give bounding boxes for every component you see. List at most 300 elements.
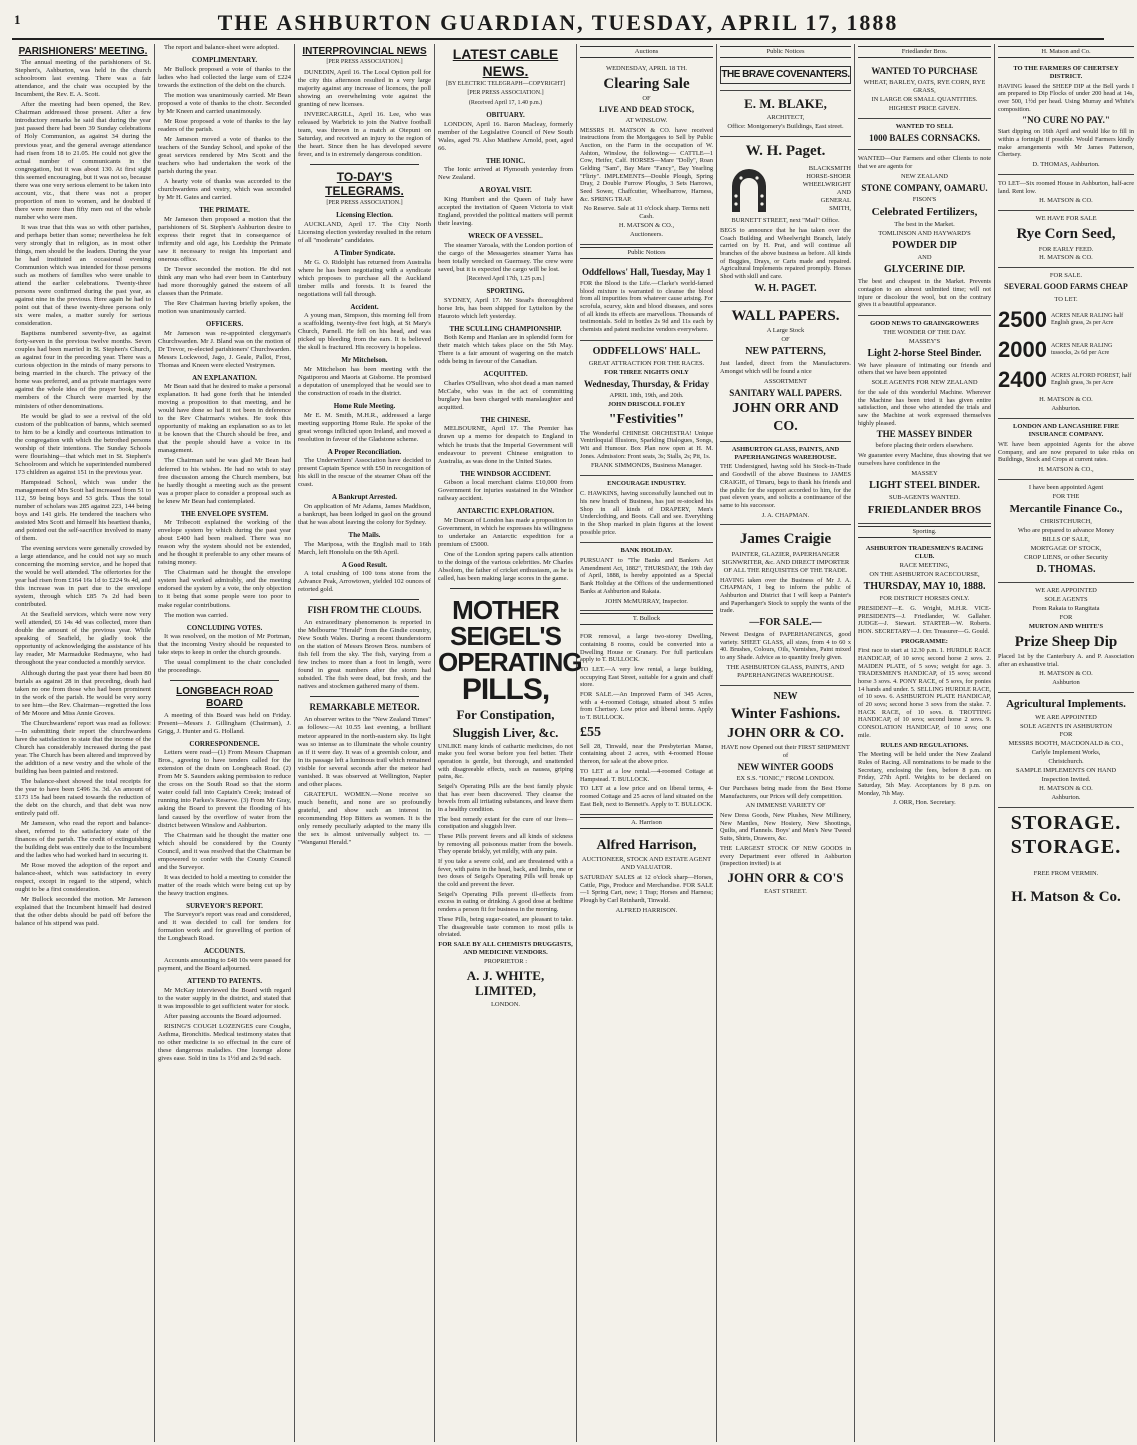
ad-text: H. MATSON & CO. xyxy=(1039,396,1093,404)
ad-text: The best and cheapest in the Market. Prevents contagion to an almost unlimited time; will not injure or discolour the wool, but on the contrary gives it a beautiful appearance. xyxy=(858,278,991,309)
paragraph: Accounts amounting to £48 10s were passed for payment, and the Board adjourned. xyxy=(158,957,291,973)
paragraph: Mr E. M. Smith, M.H.R., addressed a large meeting supporting Home Rule. He spoke of the great wrongs inflicted upon Ireland, and moved a resolution in favour of the Gladstone scheme. xyxy=(298,411,431,443)
ad-title: ASHBURTON GLASS, PAINTS, AND PAPERHANGINGS WAREHOUSE. xyxy=(731,445,840,461)
paragraph: Mr Jameson was re-appointed clergyman's Churchwarden. Mr J. Bland was on the motion of Dr Trevor, re-elected parishioners' Churchwarden. Messrs Lockwood, Jago, J. Geale, Pallot, Frost, Thomas and Kneen were elected Vestrymen. xyxy=(158,329,291,369)
ad-text: From Rakaia to Rangitata xyxy=(1032,604,1100,612)
subheading: THE IONIC. xyxy=(485,156,526,165)
advertisement-wanted-purchase xyxy=(858,61,991,119)
divider xyxy=(310,164,419,165)
trade: HORSE-SHOER xyxy=(806,173,851,181)
subheading: OBITUARY. xyxy=(486,111,525,120)
ad-title: OPERATING xyxy=(438,647,582,677)
ad-title: LONDON AND LANCASHIRE FIRE INSURANCE COMPANY. xyxy=(1013,423,1119,439)
trade: SMITH, xyxy=(829,204,851,212)
ad-text: Christchurch. xyxy=(1048,758,1084,766)
advertisement-cornsacks xyxy=(858,119,991,151)
ad-title: SEVERAL GOOD FARMS CHEAP xyxy=(1004,282,1128,292)
ad-sign: W. H. PAGET. xyxy=(754,282,817,294)
ad-text: THE Undersigned, having sold his Stock-in-Trade and Goodwill of the above Business to JAMES CRAIGIE, of Timaru, begs to thank his friends and the public for the support accorded to him, for the past eleven years, and solicits a continuance of the same to his successor. xyxy=(720,463,851,509)
ad-text: WANTED—Our Farmers and other Clients to note that we are agents for xyxy=(858,155,991,171)
paragraph: GRATEFUL WOMEN.—None receive so much benefit, and none are so profoundly grateful, and show such an interest in recommending Hop Bitters as women. It is the only remedy peculiarly adapted to the many ills the sex is almost universally subject to. — "Wanganui Herald." xyxy=(298,790,431,846)
ad-text: HAVE now Opened out their FIRST SHIPMENT of xyxy=(721,744,850,760)
ad-subtitle: NEW WINTER GOODS xyxy=(737,761,834,772)
section-header: A. Harrison xyxy=(580,817,713,829)
ad-sign: D. THOMAS. xyxy=(1036,563,1096,575)
paragraph: Mr Jameson then proposed a motion that the parishioners of St. Stephen's Ashburton desire to express their regret that in consequence of infirmity and old age, his Lordship the Primate saw it necessary to resign his important and onerous office. xyxy=(158,215,291,263)
ad-title: E. M. BLAKE, xyxy=(744,96,827,112)
paragraph: Mr Jameson moved a vote of thanks to the teachers of the Sunday School, and spoke of the great services rendered by Mrs Scott and the teachers who had undertaken the work of the parish during the year. xyxy=(158,135,291,175)
ad-title: Celebrated Fertilizers, xyxy=(871,205,978,218)
ad-title: Mercantile Finance Co., xyxy=(1009,502,1123,515)
ad-text: HIGHEST PRICE GIVEN. xyxy=(888,104,961,112)
paragraph: The Rev Chairman having briefly spoken, the motion was unanimously carried. xyxy=(158,299,291,315)
ad-title: TO THE FARMERS OF CHERTSEY DISTRICT. xyxy=(1013,64,1119,80)
section-header: Public Notices xyxy=(580,247,713,259)
subheading: SPORTING. xyxy=(486,286,525,295)
paragraph: A total crushing of 100 tons stone from the Advance Peak, Arrowtown, yielded 102 ounces of retorted gold. xyxy=(298,570,431,594)
ad-text: C. HAWKINS, having successfully launched out in his new branch of Business, has just re-stocked his Shop in all kinds of DRAPERY, Men's Underclothing, and Boots. Call and see. Everything in the Shop marked in plain figures at the lowest possible price. xyxy=(580,490,713,536)
ad-text: RULES AND REGULATIONS. xyxy=(880,741,969,749)
ad-text: TOMLINSON AND HAYWARD'S xyxy=(878,229,971,237)
paragraph: Hampstead School, which was under the management of Mrs Scott had increased from 51 to 112, 59 being boys and 53 girls. Thus the total number of scholars was 285 against 223, 144 being boys and 141 girls. He tendered the teachers who assisted Mrs Scott and himself his heartiest thanks, and pointed out the self-sacrifice involved to many of them. xyxy=(15,478,151,542)
ad-text: OF xyxy=(642,95,651,103)
ad-text: MASSEY'S xyxy=(908,337,941,345)
land-desc: ACRES ALFORD FOREST, half English grass, 3s per Acre xyxy=(1050,372,1132,387)
ad-subtitle: LIVE AND DEAD STOCK, xyxy=(599,105,694,115)
paragraph: A hearty vote of thanks was accorded to the churchwardens and vestry, which was seconded by Mr H. Gates and carried. xyxy=(158,177,291,202)
ad-text: A Large Stock xyxy=(766,327,805,335)
ad-row xyxy=(720,162,851,216)
ad-text: TO LET. xyxy=(1054,296,1078,304)
ad-text: ASSORTMENT xyxy=(764,377,807,385)
column-1 xyxy=(12,44,155,1442)
paragraph: Mr Mitchelson has been meeting with the Ngatiporou and Maoris at Gisborne. He promised a deputation of unemployed that he would see to the construction of roads in the district. xyxy=(298,365,431,398)
paragraph: Mr Bean said that he desired to make a personal explanation. It had gone forth that he intended moving a proposition to that meeting, and he would have done so had it not been in deference to the Rev Chairman's wishes. He took this opportunity of making an explanation so as to let it be known that the Church should be free, and that the people should have a voice in its management. xyxy=(158,383,291,455)
received-time: (Received April 17, 1.40 p.m.) xyxy=(468,99,543,106)
subheading: ACCOUNTS. xyxy=(203,947,246,956)
ad-text: EAST STREET. xyxy=(764,887,807,895)
subheading: ACQUITTED. xyxy=(483,370,528,379)
ad-text: H. MATSON & CO., xyxy=(1038,466,1094,474)
advertisement-blake xyxy=(720,91,851,137)
ad-title: POWDER DIP xyxy=(892,239,957,251)
paragraph: MELBOURNE, April 17. The Premier has drawn up a memo for despatch to England in which he trusts that the Imperial Government will endeavour to prevent Chinese emigration to Australia, as was done in the United States. xyxy=(438,425,573,465)
ad-text: BEGS to announce that he has taken over the Coach Building and Wheelwright Branch, lately carried on by H. Prat, and will continue all branches of the above business as before. All kinds of Buggies, Drays, or Carts made and repaired. Agricultural Implements repaired promptly. Horses Shod with skill and care. xyxy=(720,227,851,281)
ad-title: Winter Fashions. xyxy=(730,705,841,722)
ad-text: MURTON AND WHITE'S xyxy=(1028,622,1104,630)
advertisement-rye-corn xyxy=(998,211,1134,268)
ad-text: SATURDAY SALES at 12 o'clock sharp—Horses, Cattle, Pigs, Produce and Merchandise. FOR SALE—1 Spring Cart, new; 1 Trap; Horses and Harness; Plough by Carl Reinhardt, Tinwald. xyxy=(580,874,713,905)
ad-text: ON THE ASHBURTON RACECOURSE, xyxy=(869,570,980,578)
ad-text: RACE MEETING, xyxy=(899,561,950,569)
advertisement-mercantile xyxy=(998,480,1134,583)
divider xyxy=(310,696,419,697)
acreage: 2000 xyxy=(998,336,1047,362)
subheading: Licensing Election. xyxy=(336,211,393,220)
ad-text: FOR SALE. xyxy=(1049,272,1083,280)
subheading: THE SCULLING CHAMPIONSHIP. xyxy=(449,324,562,333)
masthead xyxy=(12,10,1104,40)
ad-text: PRESIDENT—E. G. Wright, M.H.R. VICE-PRESIDENTS—J. Friedlander, W. Gallaher. JUDGE—J. Stewart. STARTER—W. Roberts. HON. SECRETARY—J. Orr. Treasurer—G. Gould. xyxy=(858,604,991,635)
advertisement-winter-fashions xyxy=(720,686,851,901)
subheading: COMPLIMENTARY. xyxy=(191,56,258,65)
subheading: Accident. xyxy=(350,302,379,311)
ad-text: Seigel's Operating Pills prevent ill-effects from excess in eating or drinking. A good dose at bedtime renders a person fit for business in the morning. xyxy=(438,890,573,914)
ad-text: APRIL 18th, 19th, and 20th. xyxy=(609,391,684,399)
section-header: H. Matson and Co. xyxy=(998,46,1134,58)
ad-text: Ashburton xyxy=(1052,679,1080,687)
ad-text: D. THOMAS, Ashburton. xyxy=(1032,161,1100,169)
paragraph: It was resolved, on the motion of Mr Portman, that the incoming Vestry should be requested to take steps to keep in order the church grounds. xyxy=(158,633,291,657)
acreage: 2500 xyxy=(998,306,1047,332)
ad-text: Sell 28, Tinwald, near the Presbyterian Manse, containing about 2 acres, with 4-roomed House thereon, for sale at the above price. xyxy=(580,742,713,766)
paragraph: The Ionic arrived at Plymouth yesterday from New Zealand. xyxy=(438,166,573,182)
ad-text: Placed 1st by the Canterbury A. and P. Association after an exhaustive trial. xyxy=(998,653,1134,668)
ad-text: FOR xyxy=(1059,613,1073,621)
paragraph: RISING'S COUGH LOZENGES cure Coughs, Asthma, Bronchitis. Medical testimony states that no other medicine is so effectual in the cure of these dangerous maladies. One lozenge alone gives ease. Sold in tins 1s 1½d and 2s 9d each. xyxy=(158,1022,291,1062)
advertisement-house-to-let xyxy=(998,175,1134,211)
ad-text: MESSRS BOOTH, MACDONALD & CO., xyxy=(1008,740,1124,748)
article-title: LATEST CABLE NEWS. xyxy=(452,46,559,80)
ad-text: PAINTER, GLAZIER, PAPERHANGER SIGNWRITER, &c. AND DIRECT IMPORTER OF ALL THE REQUISITES OF THE TRADE. xyxy=(721,550,850,574)
ad-text: BILLS OF SALE, xyxy=(1042,536,1090,544)
paragraph: The report and balance-sheet were adopted. xyxy=(164,44,279,51)
trade-list xyxy=(803,165,851,213)
ad-text: MORTGAGE OF STOCK, xyxy=(1030,545,1102,553)
article-title: INTERPROVINCIAL NEWS xyxy=(302,46,427,57)
trade: WHEELWRIGHT xyxy=(802,181,851,189)
ad-text: SOLE AGENTS FOR NEW ZEALAND xyxy=(871,379,978,387)
ad-text: H. MATSON & CO. xyxy=(1039,784,1093,792)
ad-text: Our Purchases being made from the Best Home Manufacturers, our Prices will defy competition. xyxy=(720,784,851,800)
ad-title: Alfred Harrison, xyxy=(596,838,697,854)
ad-title: Rye Corn Seed, xyxy=(1016,226,1116,243)
paragraph: One of the London spring papers calls attention to the doings of the various celebrities. Mr Charles Absolom, the father of cricket enthusiasm, as he is called, has been making large scores in the game. xyxy=(438,550,573,582)
columns xyxy=(12,44,1134,1442)
paragraph: The Mariposa, with the English mail to 16th March, left Honolulu on the 9th April. xyxy=(298,540,431,556)
paragraph: The motion was unanimously carried. Mr Bean proposed a vote of thanks to the choir. Seconded by Mr Kneen and carried unanimously. xyxy=(158,91,291,115)
advertisement-hawkins xyxy=(580,476,713,543)
subheading: AN EXPLANATION. xyxy=(192,373,257,382)
paragraph: Baptisms numbered seventy-five, as against forty-seven in the previous twelve months. Seven couples had been married in St. Stephen's Church, as against four in the preceding year. There was a curious objection in the minds of many persons to being married in the church. The privacy of the home was preferred, and as private marriages were against the whole idea of the prayer book, many members of the Church were married by the ministers of other denominations. xyxy=(15,330,151,410)
ad-text: Auctioneers. xyxy=(629,231,664,239)
paragraph: An observer writes to the "New Zealand Times" as follows:—At 10.55 last evening, a brilliant meteor appeared in the north-eastern sky. Its light was so intense as to illuminate the whole country as if it were day. It was of a greenish colour, and in its passage left a luminous trail which remained visible for several seconds after the meteor had vanished. It was observed at Wellington, Napier and other places. xyxy=(298,716,431,788)
horseshoe-icon xyxy=(720,162,778,216)
subheading: SURVEYOR'S REPORT. xyxy=(186,901,263,910)
programme-list: First race to start at 12.30 p.m. 1. HURDLE RACE HANDICAP, of 10 sovs; second horse 2 sovs. 2. MAIDEN PLATE, of 5 sovs; weight for age. 3. TRADESMEN'S HANDICAP, of 15 sovs; second horse 3 sovs. 4. PONY RACE, of 5 sovs, for ponies 14 hands and under. 5. SELLING HURDLE RACE, of 10 sovs. 6. ASHBURTON PLATE HANDICAP, of 20 sovs; second horse 3 sovs from the stake. 7. HACK RACE, of 10 sovs. 8. TROTTING HANDICAP, of 10 sovs; second horse 2 sovs. 9. CONSOLATION HANDICAP, of 10 sovs; one mile. xyxy=(858,647,991,739)
ad-title: Light 2-horse Steel Binder. xyxy=(867,347,982,359)
ad-title: ASHBURTON TRADESMEN'S RACING CLUB. xyxy=(865,545,984,560)
ad-text: SOLE AGENTS xyxy=(1044,596,1088,604)
ad-text: AUCTIONEER, STOCK AND ESTATE AGENT AND VALUATOR. xyxy=(581,856,712,872)
ad-title: MOTHER xyxy=(452,595,559,625)
advertisement-harrison xyxy=(580,832,713,920)
subheading: CORRESPONDENCE. xyxy=(189,739,260,748)
ad-text: FISON'S xyxy=(912,195,937,203)
ad-text: Just landed, direct from the Manufacturers. Amongst which will be found a nice xyxy=(720,360,851,375)
ad-subtitle: —FOR SALE.— xyxy=(749,616,822,628)
trade: GENERAL xyxy=(820,197,851,205)
advertisement-chapman xyxy=(720,442,851,526)
ad-text: The Meeting will be held under the New Zealand Rules of Racing. All nominations to be made to the Secretary, enclosing the fees, before 8 p.m. on Friday, 27th April. Weights to be declared on Saturday, 5th May. Acceptances by 8 p.m. on Monday, 7th May. xyxy=(858,751,991,797)
ad-text: SOLE AGENTS IN ASHBURTON xyxy=(1019,722,1113,730)
divider xyxy=(170,680,279,681)
paragraph: LONDON, April 16. Baron Macleay, formerly member of the Legislative Council of New South Wales, aged 79. Also Matthew Arnold, poet, aged 66. xyxy=(438,120,573,152)
ad-text: FOR EARLY FEED. xyxy=(1038,245,1094,253)
ad-text: If you take a severe cold, and are threatened with a fever, with pains in the head, back, and limbs, one or two doses of Seigel's Operating Pills will break up the cold and prevent the fever. xyxy=(438,858,573,889)
advertisement-blood-mixture xyxy=(580,262,713,341)
ad-text: ALFRED HARRISON. xyxy=(615,906,678,914)
advertisement-prize-sheep-dip xyxy=(998,583,1134,693)
advertisement-covenanters xyxy=(720,61,851,91)
ad-title: W. H. Paget. xyxy=(745,142,826,159)
ad-text: H. MATSON & CO. xyxy=(1039,197,1093,205)
ad-text: These Pills, being sugar-coated, are pleasant to take. The disagreeable taste common to most pills is obviated. xyxy=(438,915,573,939)
paragraph: Mr Rose moved the adoption of the report and balance-sheet, which was satisfactory in every respect, except in regard to the stipend, which ought to be a first consideration. xyxy=(15,862,151,894)
land-listing xyxy=(998,307,1134,334)
ad-subtitle: LIGHT STEEL BINDER. xyxy=(869,479,980,491)
ad-title: James Craigie xyxy=(739,531,832,548)
ad-text: We have pleasure of intimating our friends and others that we have been appointed xyxy=(858,361,991,377)
ad-text: The best in the Market. xyxy=(894,221,955,229)
ad-title: THE BRAVE COVENANTERS. xyxy=(720,66,851,84)
acreage: 2400 xyxy=(998,366,1047,392)
divider xyxy=(310,599,419,600)
advertisement-wall-papers xyxy=(720,302,851,442)
subheading: THE CHINESE. xyxy=(480,415,531,424)
advertisement-sheep-dip xyxy=(998,61,1134,175)
paragraph: The Churchwardens' report was read as follows:—In submitting their report the churchwardens have the satisfaction to state that the income of the Church has considerably increased during the past year. The Church has been altered and improved by the addition of a new vestry and the whole of the building has been painted and restored. xyxy=(15,719,151,775)
ad-text: J. ORR, Hon. Secretary. xyxy=(893,799,956,807)
paragraph: The balance-sheet showed the total receipts for the year to have been £496 3s. 3d. An amount of £173 15s had been raised towards the reduction of the debt on the church, and that debt was now entirely paid off. xyxy=(15,777,151,818)
paragraph: The steamer Yaroala, with the London portion of the cargo of the Messageries steamer Yarra has been totally wrecked on Guernsey. The crew were saved, but it is expected the cargo will be lost. xyxy=(438,241,573,273)
advertisement-seigels-pills xyxy=(438,594,582,1014)
paragraph: AUCKLAND, April 17. The City North Licensing election yesterday resulted in the return of all "moderate" candidates. xyxy=(298,220,431,244)
paragraph: The Chairman said he thought the matter one which should be considered by the County Council, and it was resolved that the Chairman be empowered to confer with the County Council and the Surveyor. xyxy=(158,831,291,871)
paragraph: Mr Duncan of London has made a proposition to Government, in which he expresses his willingness to undertake an Antarctic expedition for a premium of £5000. xyxy=(438,516,573,548)
advertisement-bank-holiday xyxy=(580,543,713,611)
column-5 xyxy=(577,44,717,1442)
advertisement-storage xyxy=(998,808,1134,912)
article-title: REMARKABLE METEOR. xyxy=(309,702,420,713)
paragraph: King Humbert and the Queen of Italy have accepted the invitation of Queen Victoria to visit England, provided the political matters will permit their leaving. xyxy=(438,195,573,227)
ad-subtitle: For Constipation, xyxy=(456,707,555,722)
ad-text: OF xyxy=(781,336,790,344)
ad-firm: H. MATSON & CO., xyxy=(618,222,675,230)
paragraph: Charles O'Sullivan, who shot dead a man named McCabe, who was in the act of committing burglary has been charged with manslaughter and acquitted. xyxy=(438,379,573,411)
land-desc: ACRES NEAR RALING tussocks, 2s 6d per Acre xyxy=(1050,342,1113,357)
ad-price: £55 xyxy=(580,724,601,740)
ad-text: THE WONDER OF THE DAY. xyxy=(883,328,966,336)
section-header: Friedlander Bros. xyxy=(858,46,991,58)
ad-title: GOOD NEWS TO GRAINGROWERS xyxy=(870,319,979,327)
ad-text: Inspection Invited. xyxy=(1041,776,1091,784)
ad-subtitle: SANITARY WALL PAPERS. xyxy=(729,387,842,398)
press-credit: [PER PRESS ASSOCIATION.] xyxy=(467,90,544,97)
ad-text: FRANK SIMMONDS, Business Manager. xyxy=(590,462,703,470)
ad-text: H. MATSON & CO. xyxy=(1039,254,1093,262)
column-2 xyxy=(155,44,295,1442)
ad-text: J. A. CHAPMAN. xyxy=(761,511,810,519)
ad-text: The best remedy extant for the cure of our lives—constipation and sluggish liver. xyxy=(438,815,573,831)
ad-text: These Pills prevent fevers and all kinds of sickness by removing all poisonous matter from the bowels. They operate briskly, yet mildly, with any pain. xyxy=(438,833,573,856)
ad-text: Ashburton. xyxy=(1051,405,1081,413)
ad-text: HAVING taken over the Business of Mr J. A. CHAPMAN, I beg to inform the public of Ashburton and District that I will keep a Painter's and Paperhanger's Stock to supply the wants of the trade. xyxy=(720,576,851,615)
ad-title: ODDFELLOWS' HALL. xyxy=(592,345,701,357)
ad-text: WE have been appointed Agents for the above Company, and are now prepared to take risks on Buildings, Stock and Crops at current rates. xyxy=(998,441,1134,464)
ad-firm: JOHN ORR & CO'S xyxy=(727,869,844,885)
ad-text: EX S.S. "IONIC," FROM LONDON. xyxy=(736,774,835,782)
ad-text: Newest Designs of PAPERHANGINGS, good variety. SHEET GLASS, all sizes, from 4 to 60 x 40. Brushes, Colours, Oils, Varnishes, Paint mixed to any Shade. Advice as to quantity freely given. xyxy=(720,631,851,662)
ad-text: GREAT ATTRACTION FOR THE RACES. xyxy=(588,359,705,367)
ad-text: CHRISTCHURCH, xyxy=(1040,518,1092,526)
paragraph: After the meeting had been opened, the Rev. Chairman addressed those present. After a few introductory remarks he said that during the year just passed there had been 39 Sunday celebrations of Holy Communion, as against 34 during the previous year, and the general average attendance had risen from 18 to 21.05. He could not give the actual number of communicants in the congregation, but it was about 130. At first sight this seemed encouraging, but it was not so, because there was one very serious element to be taken into account, viz., that there was not a proper proportion of men to women, and he doubted if there were more than fifty men out of the whole number who were men. xyxy=(15,101,151,221)
ad-text: New Dress Goods, New Plushes, New Millinery, New Mantles, New Hosiery, New Shootings, Quilts, and Flannels. Boys' and Men's New Tweed Suits, Shirts, Drawers, &c. xyxy=(720,812,851,843)
paragraph: The annual meeting of the parishioners of St. Stephen's, Ashburton, was held in the church schoolroom last evening. There was a fair attendance, and the chair was occupied by the Incumbent, the Rev. E. A. Scott. xyxy=(15,59,151,99)
ad-text: SUB-AGENTS WANTED. xyxy=(888,493,961,501)
ad-text: Seigel's Operating Pills are the best family physic that has ever been discovered. They cleanse the bowels from all irritating substances, and leave them in a healthy condition. xyxy=(438,783,573,814)
ad-text: TO LET—Six roomed House in Ashburton, half-acre land. Rent low. xyxy=(998,180,1134,195)
advertisement-craigie xyxy=(720,525,851,685)
ad-title: PILLS, xyxy=(461,673,550,706)
ad-subtitle: 1000 BALES CORNSACKS. xyxy=(869,132,980,143)
ad-text: WE ARE APPOINTED xyxy=(1035,713,1097,721)
ad-text: AND xyxy=(917,254,932,262)
article-title: FISH FROM THE CLOUDS. xyxy=(307,605,422,616)
ad-title: GLYCERINE DIP. xyxy=(884,263,965,275)
ad-text: THE LARGEST STOCK OF NEW GOODS in every Department ever offered in Ashburton (inspection invited) is at xyxy=(720,844,851,868)
ad-text: FOR the Blood is the Life.—Clarke's world-famed blood mixture is warranted to cleanse the blood from all impurities from whatever cause arising. For scrofula, scurvy, skin and blood diseases, and sores of all kinds its effects are marvellous. Thousands of testimonials. Sold in bottles 2s 9d and 11s each by chemists and patent medicine vendors everywhere. xyxy=(580,280,713,334)
ad-title: STORAGE. STORAGE. xyxy=(1010,811,1122,859)
advertisement-implements xyxy=(998,693,1134,808)
ad-text: MASSEY xyxy=(911,469,938,477)
ad-text: Start dipping on 16th April and would like to fill in within a fortnight if possible. Would Farmers kindly make arrangements with Mr James Patterson, Chertsey. xyxy=(998,128,1134,159)
ad-text: FOR SALE BY ALL CHEMISTS DRUGGISTS, AND MEDICINE VENDORS. xyxy=(438,940,573,956)
subheading: ANTARCTIC EXPLORATION. xyxy=(457,507,554,516)
ad-title: ENCOURAGE INDUSTRY. xyxy=(607,480,686,488)
ad-text: AN IMMENSE VARIETY OF xyxy=(745,802,826,810)
ad-text: before placing their orders elsewhere. xyxy=(875,442,974,450)
paragraph: An extraordinary phenomenon is reported in the Melbourne "Herald" from the Gindie country, New South Wales. During a recent thunderstorm on the station of Messrs Brown Bros. numbers of fish fell from the sky. The fish, varying from a few inches to more than a foot in length, were found in great numbers after the storm had subsided. The fish were dead, but fresh, and the natives and stockmen gathered many of them. xyxy=(298,619,431,691)
advertisement-fertilizers xyxy=(858,150,991,315)
paragraph: Mr McKay interviewed the Board with regard to the water supply in the district, and stated that it was impossible to get sufficient water for stock. xyxy=(158,986,291,1010)
article-title: TO-DAY'S TELEGRAMS. xyxy=(325,169,404,199)
ad-title: BANK HOLIDAY. xyxy=(620,547,673,555)
ad-text: WEDNESDAY, APRIL 18 TH. xyxy=(605,64,688,72)
ad-text: PURSUANT to "The Banks and Bankers Act Amendment Act, 1882", THURSDAY, the 19th day of April, 1888, is hereby appointed as a Special Bank Holiday at the Offices of the undermentioned Banks at Ashburton and Rakaia. xyxy=(580,557,713,595)
ad-text: FOR SALE.—An Improved Farm of 345 Acres, with a 4-roomed Cottage, situated about 5 miles from Chertsey. Low price and liberal terms. Apply to T. BULLOCK. xyxy=(580,691,713,722)
ad-text: FOR DISTRICT HORSES ONLY. xyxy=(879,594,970,602)
ad-text: H. MATSON & CO. xyxy=(1039,670,1093,678)
subheading: A Timber Syndicate. xyxy=(333,249,396,258)
ad-text: FOR removal, a large two-storey Dwelling, containing 8 rooms, could be converted into a Dwelling House or Granary. For full particulars apply to T. BULLOCK. xyxy=(580,633,713,664)
ad-title: Oddfellows' Hall, Tuesday, May 1 xyxy=(581,267,712,278)
ad-text: MESSRS H. MATSON & CO. have received instructions from the Mortgagees to Sell by Public Auction, on the Farm in the occupation of W. Ashton, Winslow, the following:— CATTLE—1 Cow, Heifer, Calf. HORSES—Mare "Dolly", Roan Gelding "Sam", Bay Mare "Fancy", Bay Yearling "Flirty". IMPLEMENTS—Double Plough, Spring Dray, 2 Double Furrow Ploughs, 3 Sets Harrows, Seed Sower, Chaffcutter, Wheelbarrow, Harness, &c. SPRING TRAP. xyxy=(580,126,713,203)
subheading: OFFICERS. xyxy=(205,319,244,328)
subheading: A Bankrupt Arrested. xyxy=(331,493,398,502)
ad-text: JOHN DRISCOLL FOLEY xyxy=(607,400,686,408)
land-listing xyxy=(998,367,1134,394)
paragraph: Dr Trevor seconded the motion. He did not think any man who had ever been in Canterbury had more thoroughly gained the esteem of all classes than the Primate. xyxy=(158,265,291,297)
ad-text: PROGRAMME: xyxy=(901,637,948,645)
advertisement-clearing-sale xyxy=(580,61,713,245)
paragraph: It was decided to hold a meeting to consider the matter of the roads which were being cut up by the heavy traction engines. xyxy=(158,873,291,897)
advertisement-fire-insurance xyxy=(998,419,1134,480)
ad-text: AT WINSLOW. xyxy=(625,116,668,124)
ad-title: WANTED TO PURCHASE xyxy=(871,65,978,76)
advertisement-racing-club xyxy=(858,541,991,812)
trade: AND xyxy=(836,189,851,197)
advertisement-farms xyxy=(998,268,1134,419)
paragraph: Mr Jameson, who read the report and balance-sheet, referred to the satisfactory state of the finances of the parish. The credit of extinguishing the building debt was entirely due to the Incumbent and the ladies who had worked hard in securing it. xyxy=(15,820,151,860)
ad-text: BURNETT STREET, next "Mail" Office. xyxy=(731,217,840,225)
column-6 xyxy=(717,44,855,1442)
advertisement-massey-binder xyxy=(858,316,991,524)
page-number: 1 xyxy=(14,12,21,27)
ad-text: FOR xyxy=(1059,731,1073,739)
ad-title: Prize Sheep Dip xyxy=(1014,633,1118,650)
ad-dates: Wednesday, Thursday, & Friday xyxy=(583,378,710,389)
column-7 xyxy=(855,44,995,1442)
subheading: THE WINDSOR ACCIDENT. xyxy=(460,469,551,478)
subheading: Home Rule Meeting. xyxy=(333,402,396,411)
ad-text: SAMPLE IMPLEMENTS ON HAND xyxy=(1015,767,1117,775)
ad-text: for the sale of this wonderful Machine. Wherever the Machine has been tried it has given entire satisfaction, and those who attended the trials and saw the Machine at work expressed themselves highly pleased. xyxy=(858,389,991,427)
paragraph: SYDNEY, April 17. Mr Stead's thoroughbred horse Iris, has been shipped for Lyttelton by the Hauroto which left yesterday. xyxy=(438,296,573,320)
ad-text: IN LARGE OR SMALL QUANTITIES. xyxy=(871,95,978,103)
ad-firm: JOHN ORR & CO. xyxy=(727,726,844,742)
subheading: THE PRIMATE. xyxy=(199,206,250,215)
press-credit: [PER PRESS ASSOCIATION.] xyxy=(326,200,403,207)
received-time: [Received April 17th, 1.25 p.m.] xyxy=(466,275,545,282)
paragraph: A young man, Simpson, this morning fell from a scaffolding, twenty-five feet high, at St Mary's Church, Parnell. He fell on his head, and was picked up bleeding from the ears. It is believed the skull is fractured. His recovery is hopeless. xyxy=(298,312,431,352)
ad-title: WANTED TO SELL xyxy=(895,122,954,130)
paragraph: Both Kemp and Hanlan are in splendid form for their match which takes place on the 5th May. There is a fair amount of wagering on the match odds being in favour of the Canadian. xyxy=(438,334,573,366)
ad-city: LONDON. xyxy=(490,1001,521,1009)
paragraph: Letters were read—(1) From Messrs Chapman Bros., agreeing to have tenders called for the extension of the drain on Longbeach Road. (2) From Mr S. Saunders asking permission to reduce the cross on the South Road so that the storm water could fall into Captain's Creek; instead of running into Parkes's Reserve. (3) From Mr Gray, asking the Board to prevent the flooding of his land caused by the overflow of water from the district between Winslow and Ashburton. xyxy=(158,749,291,829)
ad-text: Office: Montgomery's Buildings, East street. xyxy=(727,122,844,130)
paragraph: On application of Mr Adams, James Maddison, a bankrupt, has been lodged in gaol on the ground that he was about leaving the colony for Sydney. xyxy=(298,502,431,526)
paragraph: DUNEDIN, April 16. The Local Option poll for the city this afternoon resulted in a very large majority against any increase of licences, the poll showing an overwhelming vote against the granting of new licenses. xyxy=(298,68,431,108)
subheading: A ROYAL VISIT. xyxy=(479,186,532,195)
advertisement-bullock xyxy=(580,628,713,815)
ad-title: WALL PAPERS. xyxy=(731,307,840,324)
subheading: A Good Result. xyxy=(341,560,388,569)
advertisement-paget xyxy=(720,137,851,302)
paragraph: The usual compliment to the chair concluded the proceedings. xyxy=(158,659,291,675)
ad-text: FOR THREE NIGHTS ONLY xyxy=(604,368,689,376)
land-desc: ACRES NEAR RALING half English grass, 2s per Acre xyxy=(1050,313,1124,327)
press-credit: [PER PRESS ASSOCIATION.] xyxy=(326,59,403,66)
ad-text: No Reserve. Sale at 11 o'clock sharp. Terms nett Cash. xyxy=(583,205,710,221)
paragraph: The motion was carried. xyxy=(164,611,229,619)
ad-text: Ashburton. xyxy=(1051,793,1081,801)
ad-subtitle: Sluggish Liver, &c. xyxy=(452,724,559,740)
subheading: Mr Mitchelson. xyxy=(341,356,388,365)
paragraph: The evening services were generally crowded by a large attendance, and he could not say so much concerning the morning service, and he hoped that the would be well attended. The offertories for the year had risen from £164 16s 1d to £224 9s 4d, and this increase was in part due to the envelope system, through which £85 7s 2d had been contributed. xyxy=(15,545,151,609)
article-title: PARISHIONERS' MEETING. xyxy=(18,46,148,57)
paragraph: After passing accounts the Board adjourned. xyxy=(164,1012,282,1020)
subheading: A Proper Reconciliation. xyxy=(327,447,402,456)
ad-date: THURSDAY, MAY 10, 1888. xyxy=(863,580,986,592)
section-header: Sporting. xyxy=(858,526,991,538)
ad-text: ARCHITECT, xyxy=(766,113,805,121)
subheading: WRECK OF A VESSEL. xyxy=(468,232,543,240)
subheading: THE ENVELOPE SYSTEM. xyxy=(180,509,269,518)
ad-text: FOR THE xyxy=(1052,492,1080,500)
ad-text: JOHN McMURRAY, Inspector. xyxy=(605,597,688,605)
section-header: T. Bullock xyxy=(580,613,713,625)
